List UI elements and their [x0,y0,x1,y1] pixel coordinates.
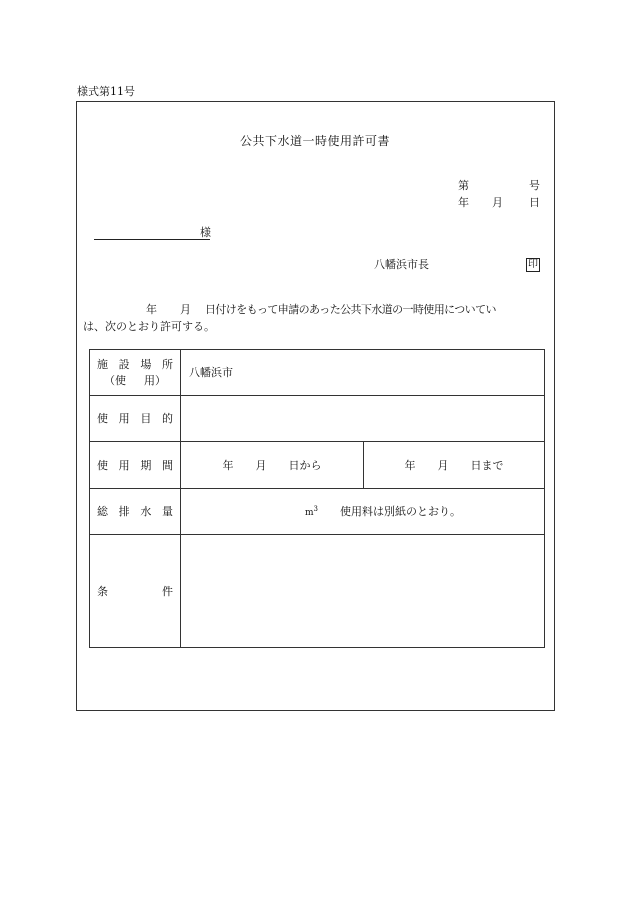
label-char: 場 [140,357,152,371]
label-char: 排 [118,505,130,518]
volume-value[interactable] [181,489,545,535]
label-char: 的 [161,412,173,425]
location-label [90,350,181,396]
conditions-label [90,535,181,648]
label-char: 施 [97,357,108,371]
label-char: 使 [97,458,108,472]
page-title: 公共下水道一時使用許可書 [239,134,390,148]
unit-superscript: 3 [313,504,319,513]
recipient-name-line [94,239,210,240]
volume-note: 使用料は別紙のとおり。 [340,505,462,518]
period-label [90,442,181,489]
period-to-month: 月 [437,458,449,472]
label-char: 期 [140,458,152,472]
body-year: 年 [146,303,157,316]
label-sub-close: 用） [144,373,166,387]
purpose-label [90,396,181,442]
doc-date-month: 月 [492,196,503,209]
period-from-month: 月 [255,458,267,472]
body-line2: は、次のとおり許可する。 [83,320,215,333]
label-char: 目 [140,412,152,425]
label-char: 用 [118,458,130,472]
volume-unit [305,506,318,518]
label-char: 水 [140,505,152,518]
seal-mark: 印 [528,259,538,270]
label-sub-open: （使 [104,373,126,387]
unit-base: m [305,507,314,518]
table-row-purpose [90,396,545,442]
body-month: 月 [180,303,191,316]
conditions-value[interactable] [181,535,545,648]
volume-label [90,489,181,535]
label-char: 量 [161,505,173,518]
label-char: 間 [161,458,173,472]
doc-no-prefix: 第 [458,179,469,192]
body-line1: 日付けをもって申請のあった公共下水道の一時使用についてい [205,303,496,316]
period-to-day: 日まで [470,458,504,472]
table-row-volume [90,489,545,535]
period-to[interactable] [364,442,544,488]
purpose-value[interactable] [181,396,545,442]
period-from[interactable] [181,442,364,488]
doc-date-day: 日 [529,196,540,209]
label-char: 条 [97,584,108,598]
label-char: 使 [97,412,108,425]
doc-date-year: 年 [458,196,469,209]
period-to-year: 年 [404,458,416,472]
table-row-location [90,350,545,396]
location-value[interactable]: 八幡浜市 [181,350,545,396]
label-char: 総 [97,505,108,518]
form-number: 様式第11号 [77,85,135,98]
recipient-honorific: 様 [200,226,211,239]
label-char: 用 [118,412,130,425]
table-row-period [90,442,545,489]
issuer-name: 八幡浜市長 [374,258,429,271]
table-row-conditions [90,535,545,648]
label-char: 所 [161,357,173,371]
period-value [181,442,545,489]
period-from-year: 年 [222,458,234,472]
label-char: 件 [162,584,173,598]
label-char: 設 [118,357,130,371]
doc-no-suffix: 号 [529,179,540,192]
permit-table [89,349,545,648]
period-from-day: 日から [288,458,322,472]
